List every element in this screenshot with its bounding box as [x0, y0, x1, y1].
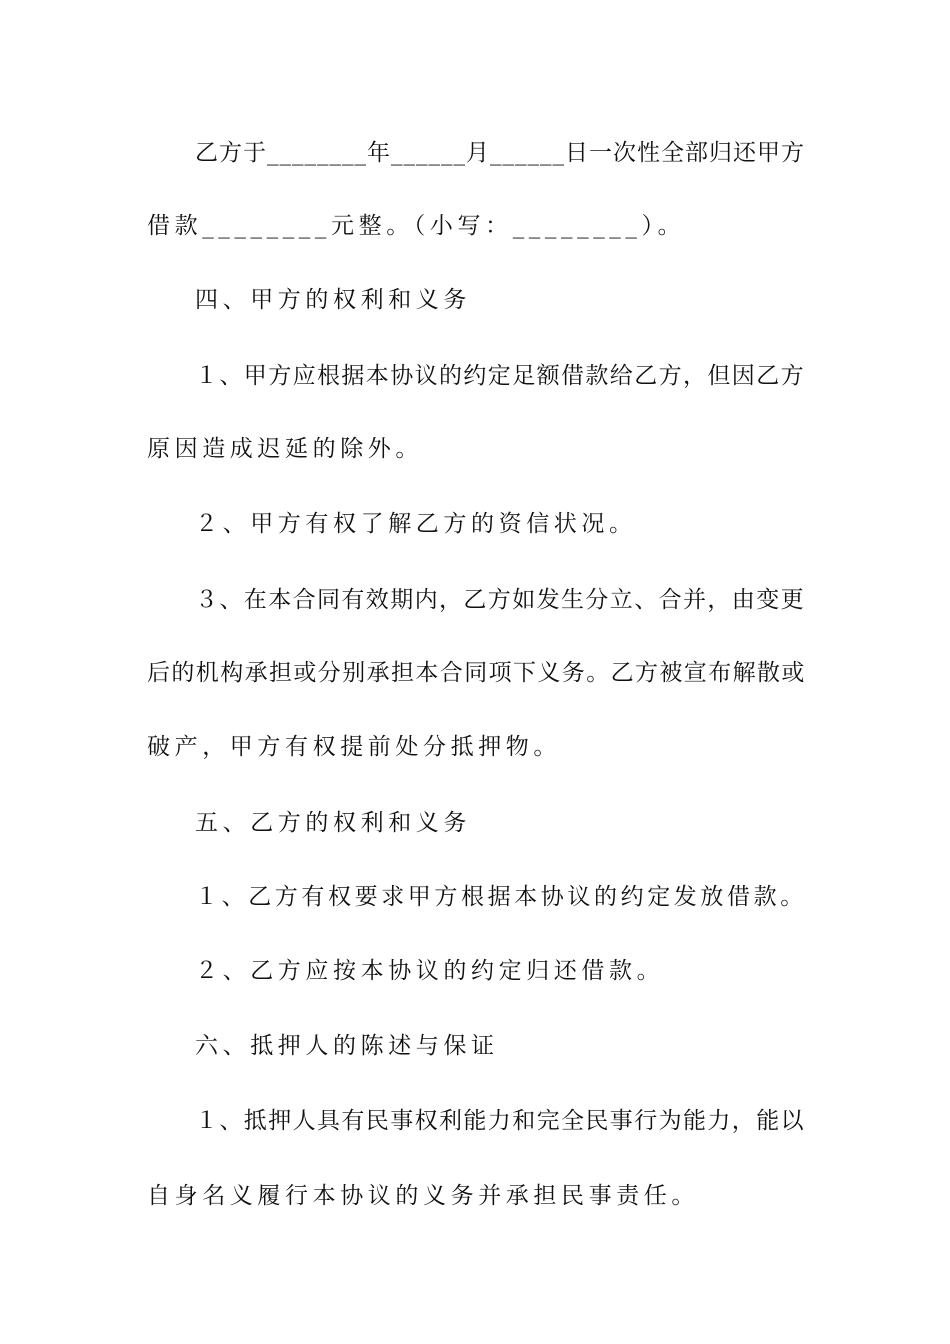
clause-b1: １、乙方有权要求甲方根据本协议的约定发放借款。: [195, 884, 807, 910]
clause-m1-line2: 自身名义履行本协议的义务并承担民事责任。: [147, 1183, 699, 1209]
clause-b2: ２、乙方应按本协议的约定归还借款。: [195, 958, 665, 984]
paragraph-repayment-amount: 借款________元整。（小写：________）。: [147, 213, 686, 239]
clause-a1-line1: １、甲方应根据本协议的约定足额借款给乙方，但因乙方: [195, 363, 805, 389]
section-heading-party-b: 五、乙方的权利和义务: [195, 810, 471, 836]
clause-a3-line1: ３、在本合同有效期内，乙方如发生分立、合并，由变更: [195, 587, 805, 613]
clause-a3-line3: 破产，甲方有权提前处分抵押物。: [147, 734, 561, 760]
clause-a3-line2: 后的机构承担或分别承担本合同项下义务。乙方被宣布解散或: [147, 660, 806, 686]
section-heading-mortgagor: 六、抵押人的陈述与保证: [195, 1033, 499, 1059]
clause-a1-line2: 原因造成迟延的除外。: [147, 436, 423, 462]
clause-a2: ２、甲方有权了解乙方的资信状况。: [195, 511, 637, 537]
paragraph-repayment-date: 乙方于________年______月______日一次性全部归还甲方: [195, 140, 805, 166]
section-heading-party-a: 四、甲方的权利和义务: [195, 287, 471, 313]
clause-m1-line1: １、抵押人具有民事权利能力和完全民事行为能力，能以: [195, 1108, 805, 1134]
